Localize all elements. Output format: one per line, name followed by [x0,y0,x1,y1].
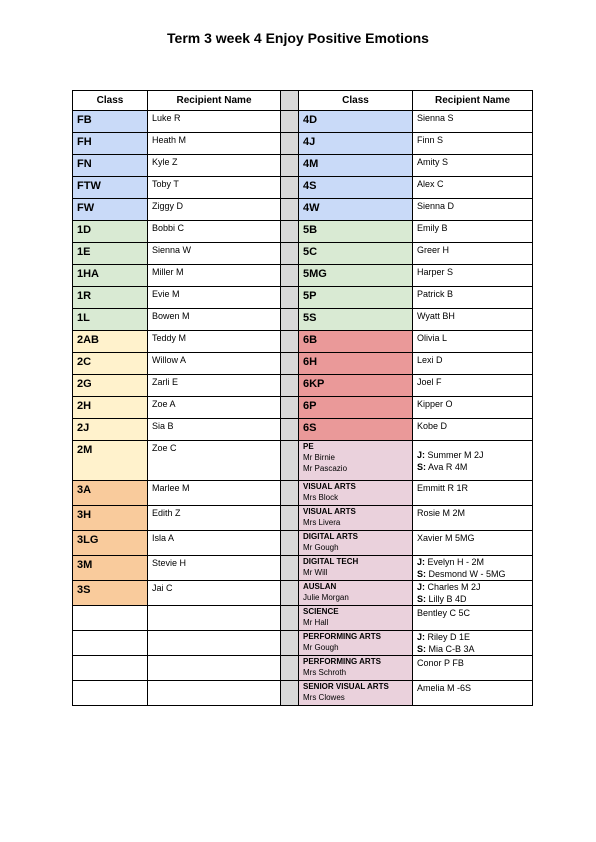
class-cell: 2C [73,353,148,375]
senior-name: Ava R 4M [426,461,468,472]
header-row [73,91,533,111]
empty-cell [73,631,148,656]
senior-label: S: [417,594,426,604]
table-row [73,606,533,631]
specialist-subject: VISUAL ARTS [303,507,356,516]
header-class-left: Class [73,91,148,111]
class-cell: FW [73,199,148,221]
specialist-staff: Mr Gough [303,543,339,552]
table-row [73,331,533,353]
gap-cell [281,656,299,681]
table-row [73,531,533,556]
gap-cell [281,243,299,265]
senior-recipient [417,568,528,580]
gap-cell [281,681,299,706]
empty-cell [148,631,281,656]
junior-recipient [417,556,528,568]
class-cell: 1R [73,287,148,309]
table-row [73,631,533,656]
senior-recipient [417,461,528,473]
junior-recipient [417,581,528,593]
table-row [73,556,533,581]
gap-cell [281,481,299,506]
table-row [73,243,533,265]
recipient-cell: Patrick B [413,287,533,309]
class-cell: FH [73,133,148,155]
specialist-cell [299,656,413,681]
recipient-cell: Jai C [148,581,281,606]
recipient-cell: Rosie M 2M [413,506,533,531]
recipient-cell: Bobbi C [148,221,281,243]
junior-name: Summer M 2J [425,449,484,460]
recipient-cell: Amity S [413,155,533,177]
header-recipient-right: Recipient Name [413,91,533,111]
specialist-cell [299,556,413,581]
class-cell: FN [73,155,148,177]
gap-cell [281,419,299,441]
table-row [73,199,533,221]
senior-recipient [417,593,528,605]
specialist-staff: Julie Morgan [303,593,349,602]
recipient-cell: Xavier M 5MG [413,531,533,556]
junior-name: Charles M 2J [425,582,481,592]
class-cell: 6B [299,331,413,353]
gap-cell [281,331,299,353]
empty-cell [73,681,148,706]
specialist-staff: Mrs Schroth [303,668,347,677]
specialist-subject: SCIENCE [303,607,339,616]
specialist-cell [299,681,413,706]
specialist-cell [299,606,413,631]
gap-cell [281,606,299,631]
table-row [73,265,533,287]
gap-cell [281,265,299,287]
senior-label: S: [417,644,426,654]
recipient-cell: Edith Z [148,506,281,531]
class-cell: 4J [299,133,413,155]
recipient-cell [413,631,533,656]
specialist-staff: Mr Hall [303,618,329,627]
class-cell: 2AB [73,331,148,353]
recipient-cell: Zoe A [148,397,281,419]
specialist-cell [299,506,413,531]
table-row [73,681,533,706]
class-cell: 6H [299,353,413,375]
recipient-cell: Isla A [148,531,281,556]
table-row [73,397,533,419]
specialist-subject: DIGITAL TECH [303,557,359,566]
class-cell: 6P [299,397,413,419]
recipient-cell: Joel F [413,375,533,397]
recipient-cell: Bowen M [148,309,281,331]
gap-cell [281,556,299,581]
class-cell: 6S [299,419,413,441]
specialist-subject: AUSLAN [303,582,337,591]
specialist-subject: PE [303,442,314,451]
specialist-subject: PERFORMING ARTS [303,632,381,641]
recipient-cell: Olivia L [413,331,533,353]
recipient-cell [413,441,533,481]
recipient-cell: Conor P FB [413,656,533,681]
award-table [72,90,533,706]
class-cell: 3S [73,581,148,606]
table-row [73,656,533,681]
class-cell: 5B [299,221,413,243]
recipient-cell: Kyle Z [148,155,281,177]
recipient-cell: Willow A [148,353,281,375]
class-cell: 4M [299,155,413,177]
junior-name: Riley D 1E [425,632,471,642]
junior-label: J: [417,449,426,460]
recipient-cell: Lexi D [413,353,533,375]
recipient-cell: Kipper O [413,397,533,419]
class-cell: 1D [73,221,148,243]
specialist-cell [299,481,413,506]
senior-recipient [417,643,528,655]
recipient-cell: Finn S [413,133,533,155]
gap-cell [281,111,299,133]
recipient-cell: Amelia M -6S [413,681,533,706]
class-cell: 1HA [73,265,148,287]
gap-cell [281,353,299,375]
specialist-subject: PERFORMING ARTS [303,657,381,666]
specialist-staff: Mrs Livera [303,518,341,527]
class-cell: 4D [299,111,413,133]
recipient-cell: Zoe C [148,441,281,481]
class-cell: 5C [299,243,413,265]
recipient-cell: Emmitt R 1R [413,481,533,506]
specialist-staff: Mr Pascazio [303,464,348,473]
senior-name: Desmond W - 5MG [426,569,506,579]
page-title: Term 3 week 4 Enjoy Positive Emotions [167,30,429,46]
gap-cell [281,199,299,221]
recipient-cell: Toby T [148,177,281,199]
recipient-cell: Marlee M [148,481,281,506]
class-cell: 5S [299,309,413,331]
recipient-cell: Bentley C 5C [413,606,533,631]
specialist-staff: Mrs Clowes [303,693,345,702]
specialist-cell [299,531,413,556]
gap-cell [281,397,299,419]
junior-label: J: [417,582,426,592]
recipient-cell: Kobe D [413,419,533,441]
specialist-subject: VISUAL ARTS [303,482,356,491]
table-row [73,375,533,397]
class-cell: FB [73,111,148,133]
recipient-cell: Sia B [148,419,281,441]
gap-column-header [281,91,299,111]
recipient-cell: Teddy M [148,331,281,353]
table-row [73,309,533,331]
recipient-cell: Zarli E [148,375,281,397]
class-cell: 4S [299,177,413,199]
empty-cell [148,656,281,681]
recipient-cell: Miller M [148,265,281,287]
class-cell: 2H [73,397,148,419]
table-row [73,506,533,531]
class-cell: 1E [73,243,148,265]
gap-cell [281,133,299,155]
class-cell: 2J [73,419,148,441]
class-cell: 4W [299,199,413,221]
class-cell: 2M [73,441,148,481]
recipient-cell: Sienna W [148,243,281,265]
class-cell: 5P [299,287,413,309]
table-row [73,441,533,481]
class-cell: 1L [73,309,148,331]
gap-cell [281,177,299,199]
table-row [73,581,533,606]
table-row [73,155,533,177]
specialist-staff: Mr Gough [303,643,339,652]
junior-label: J: [417,632,426,642]
header-recipient-left: Recipient Name [148,91,281,111]
recipient-cell: Sienna D [413,199,533,221]
specialist-staff: Mr Will [303,568,328,577]
senior-label: S: [417,461,426,472]
table-row [73,353,533,375]
recipient-cell: Stevie H [148,556,281,581]
gap-cell [281,506,299,531]
specialist-subject: SENIOR VISUAL ARTS [303,682,389,691]
specialist-staff: Mrs Block [303,493,339,502]
empty-cell [73,656,148,681]
recipient-cell: Wyatt BH [413,309,533,331]
junior-label: J: [417,557,426,567]
gap-cell [281,309,299,331]
senior-label: S: [417,569,426,579]
recipient-cell: Emily B [413,221,533,243]
empty-cell [148,606,281,631]
junior-recipient [417,631,528,643]
table-row [73,221,533,243]
recipient-cell: Alex C [413,177,533,199]
junior-name: Evelyn H - 2M [425,557,485,567]
recipient-cell: Greer H [413,243,533,265]
specialist-staff: Mr Birnie [303,453,336,462]
class-cell: 2G [73,375,148,397]
gap-cell [281,375,299,397]
gap-cell [281,531,299,556]
gap-cell [281,155,299,177]
class-cell: 5MG [299,265,413,287]
table-row [73,419,533,441]
recipient-cell: Ziggy D [148,199,281,221]
specialist-cell [299,441,413,481]
class-cell: 6KP [299,375,413,397]
class-cell: 3LG [73,531,148,556]
table-row [73,133,533,155]
class-cell: FTW [73,177,148,199]
gap-cell [281,221,299,243]
empty-cell [73,606,148,631]
recipient-cell: Evie M [148,287,281,309]
class-cell: 3M [73,556,148,581]
senior-name: Mia C-B 3A [426,644,475,654]
header-class-right: Class [299,91,413,111]
specialist-cell [299,581,413,606]
specialist-subject: DIGITAL ARTS [303,532,358,541]
empty-cell [148,681,281,706]
specialist-cell [299,631,413,656]
table-row [73,177,533,199]
gap-cell [281,441,299,481]
gap-cell [281,631,299,656]
recipient-cell [413,581,533,606]
table-row [73,481,533,506]
junior-recipient [417,449,528,461]
gap-cell [281,287,299,309]
table-row [73,287,533,309]
recipient-cell: Sienna S [413,111,533,133]
recipient-cell: Luke R [148,111,281,133]
recipient-cell [413,556,533,581]
class-cell: 3A [73,481,148,506]
recipient-cell: Heath M [148,133,281,155]
class-cell: 3H [73,506,148,531]
table-row [73,111,533,133]
gap-cell [281,581,299,606]
recipient-cell: Harper S [413,265,533,287]
senior-name: Lilly B 4D [426,594,467,604]
